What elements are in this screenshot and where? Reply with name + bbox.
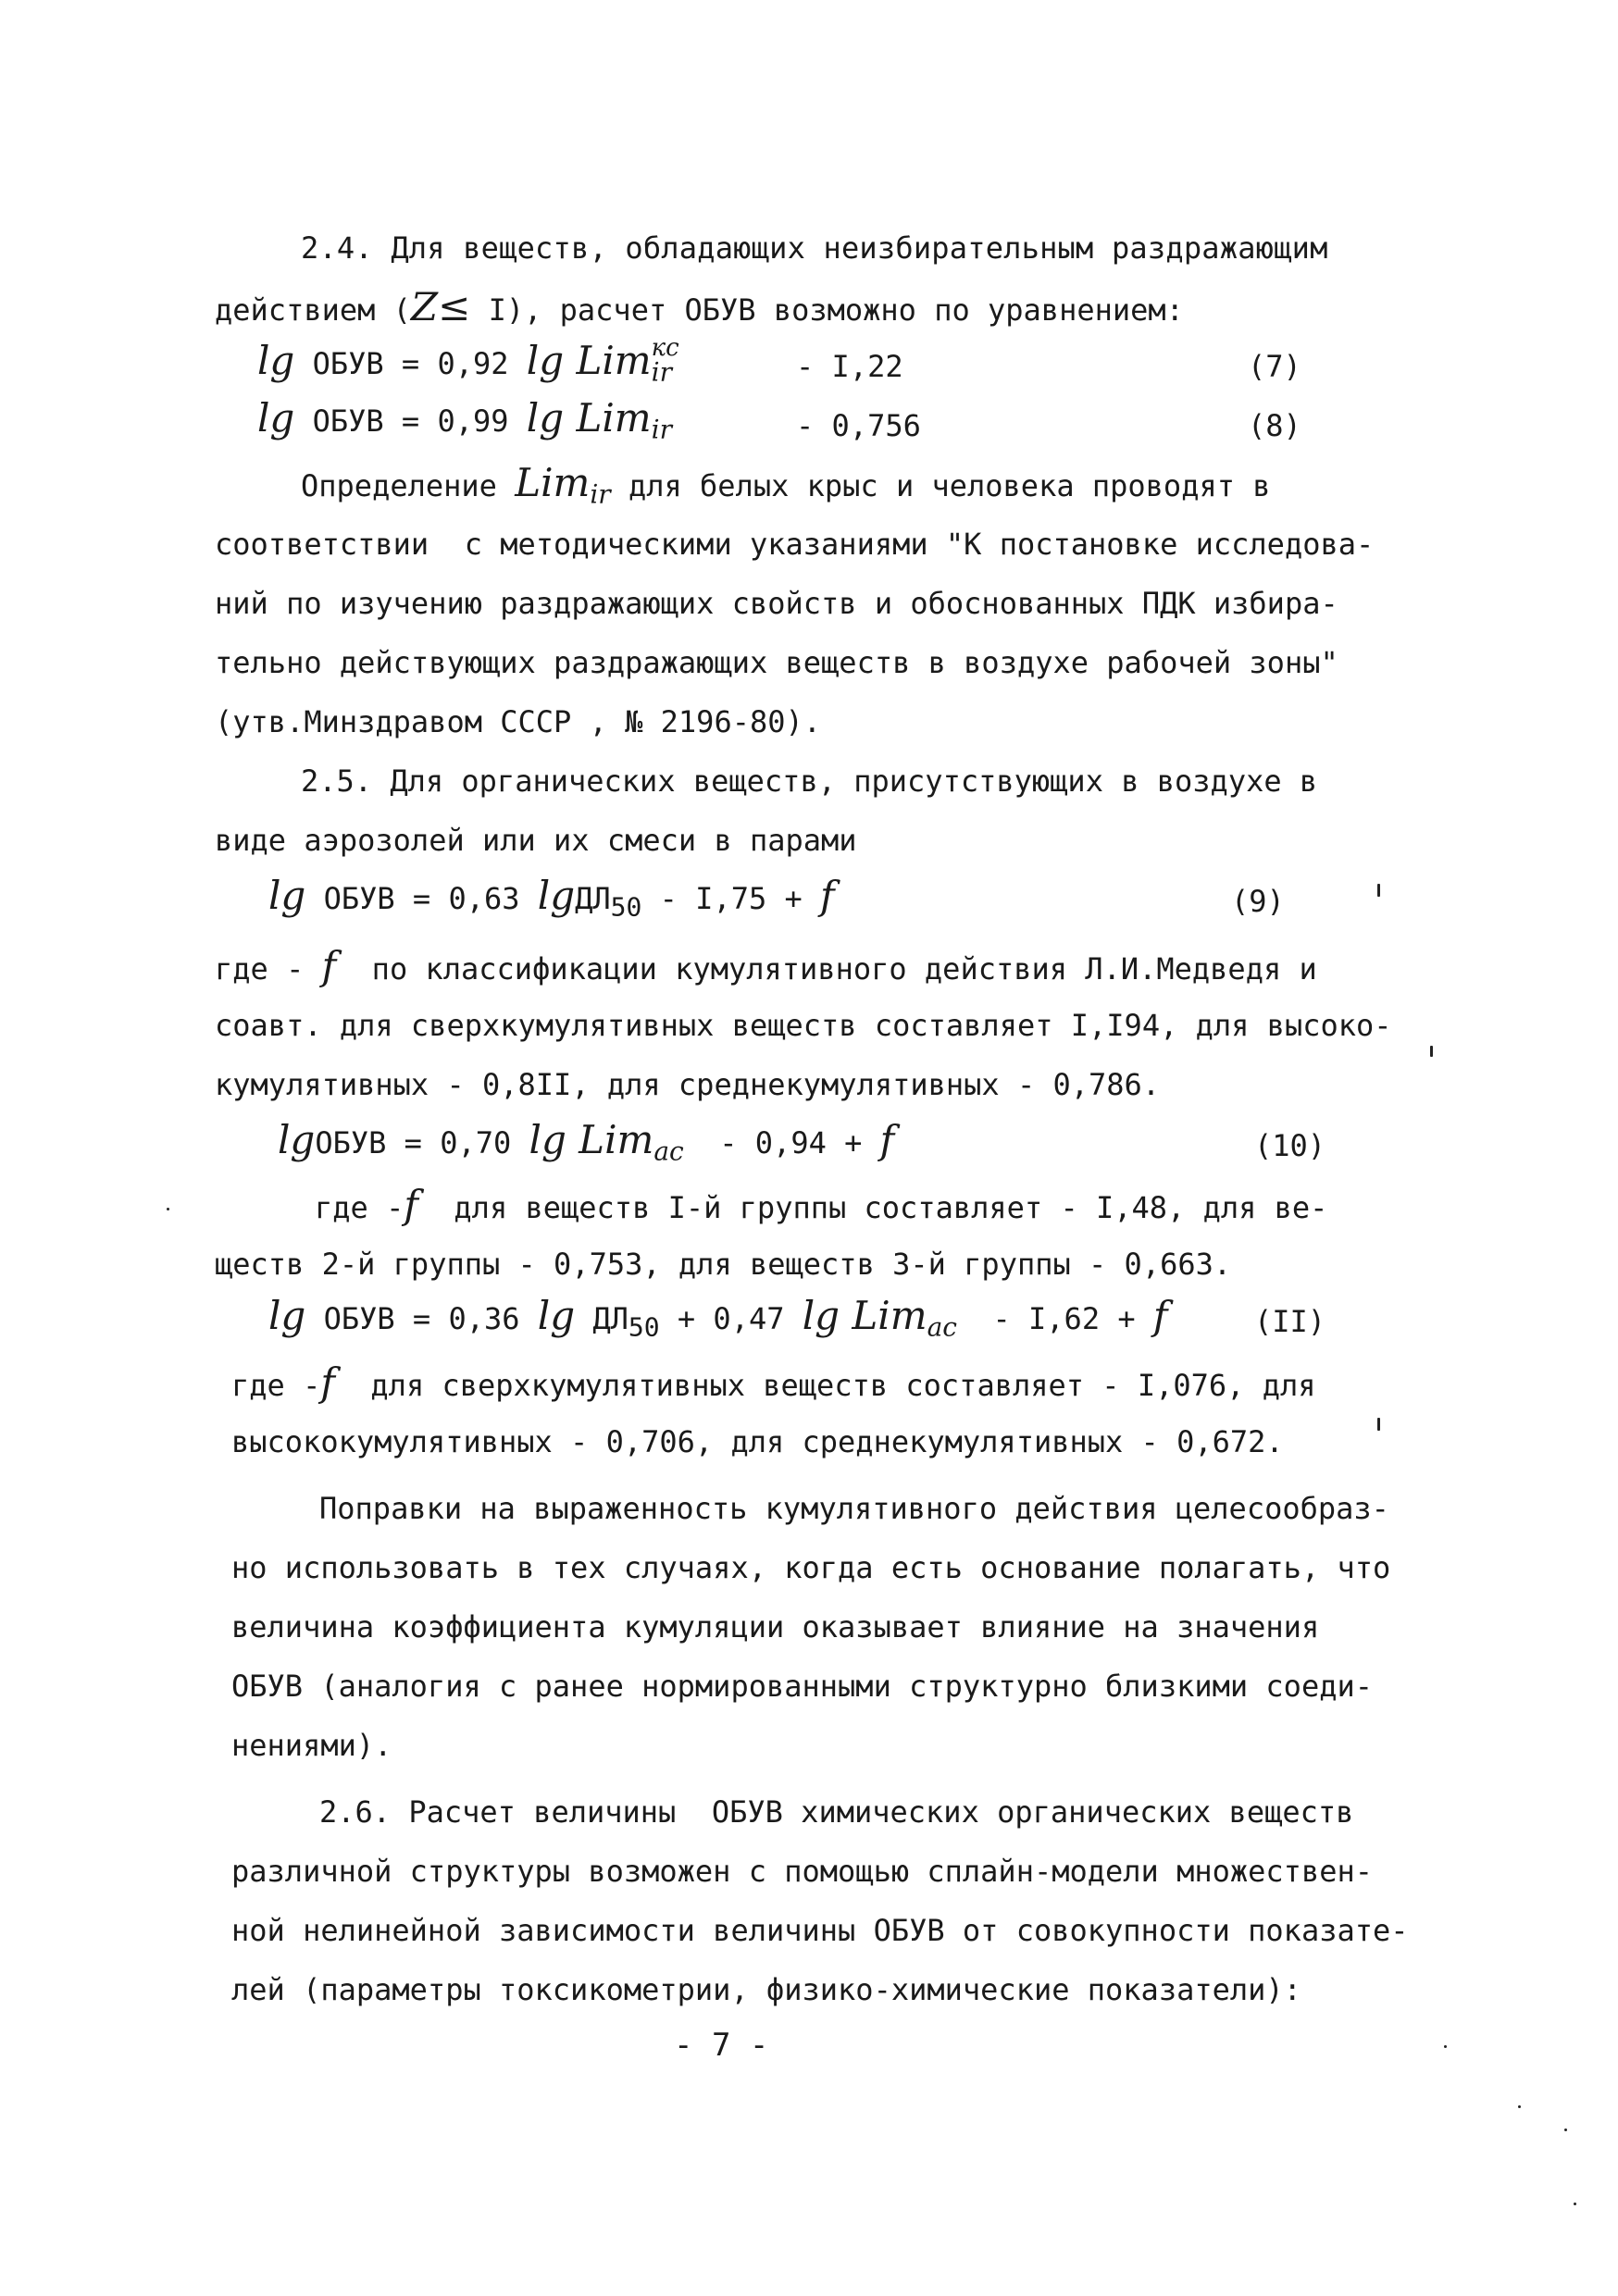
handwritten-f: f: [1152, 1293, 1168, 1338]
text-fragment: по классификации кумулятивного действия Л.И.Медведя и: [336, 951, 1317, 987]
text-line: [301, 453, 1271, 524]
handwritten-lg: lg: [257, 338, 295, 383]
equation-number: (8): [1248, 408, 1301, 443]
handwritten-lg: lg: [537, 1293, 576, 1338]
text-fragment: для веществ I-й группы составляет - I,48, для ве-: [417, 1190, 1328, 1225]
scan-speck: [1377, 884, 1380, 897]
scan-speck: [1564, 2128, 1567, 2131]
text-line: высококумулятивных - 0,706, для среднекумулятивных - 0,672.: [231, 1424, 1284, 1459]
text-line: но использовать в тех случаях, когда есть основание полагать, что: [231, 1550, 1391, 1585]
equation-text: - I,62 +: [992, 1301, 1136, 1336]
text-fragment: I), расчет ОБУВ возможно по уравнением:: [470, 292, 1184, 328]
page-number: - 7 -: [674, 2027, 769, 2064]
text-line: (утв.Минздравом СССР , № 2196-80).: [215, 704, 822, 739]
subscript: ir: [651, 356, 672, 388]
handwritten-f: f: [879, 1117, 895, 1162]
equation-text: ДЛ: [592, 1301, 629, 1336]
text-line: [315, 1175, 1327, 1237]
text-line: величина коэффициента кумуляции оказывает влияние на значения: [231, 1609, 1320, 1644]
text-fragment: где -: [231, 1368, 321, 1403]
text-fragment: где -: [315, 1190, 404, 1225]
equation-8: [257, 389, 672, 459]
text-line: ний по изучению раздражающих свойств и обоснованных ПДК избира-: [215, 586, 1338, 621]
scan-speck: [1574, 2203, 1576, 2205]
handwritten-f: f: [404, 1182, 418, 1227]
subscript: ac: [653, 1136, 684, 1167]
scan-speck: [1518, 2105, 1521, 2108]
text-fragment: для белых крыс и человека проводят в: [610, 468, 1271, 503]
superscript: кс: [651, 334, 679, 362]
text-line: [215, 937, 1317, 999]
handwritten-lim: lg Lim: [526, 395, 652, 441]
text-fragment: где -: [215, 951, 322, 987]
text-fragment: действием (: [215, 292, 411, 328]
handwritten-lim: lg Lim: [529, 1117, 654, 1162]
handwritten-lim: lg Lim: [802, 1293, 927, 1338]
equation-10: [278, 1111, 894, 1181]
equation-number: (II): [1254, 1304, 1326, 1339]
equation-text: - I,75 +: [659, 881, 803, 916]
handwritten-f: f: [820, 873, 835, 918]
equation-9: [268, 866, 835, 937]
text-line: [231, 1353, 1315, 1415]
equation-number: (10): [1254, 1128, 1326, 1163]
handwritten-f: f: [320, 1359, 335, 1405]
equation-text: ДЛ: [575, 881, 611, 916]
scan-speck: [1430, 1046, 1433, 1057]
equation-text: ОБУВ = 0,36: [323, 1301, 520, 1336]
text-line: соавт. для сверхкумулятивных веществ составляет I,I94, для высоко-: [215, 1008, 1392, 1043]
equation-tail: - I,22: [796, 349, 903, 384]
subscript: 50: [628, 1311, 660, 1343]
text-line: 2.5. Для органических веществ, присутствующих в воздухе в: [301, 763, 1318, 799]
equation-number: (7): [1248, 349, 1301, 384]
text-line: ществ 2-й группы - 0,753, для веществ 3-й группы - 0,663.: [215, 1247, 1232, 1282]
handwritten-lg: lg: [278, 1117, 316, 1162]
scan-speck: [1377, 1418, 1380, 1431]
equation-number: (9): [1231, 884, 1285, 919]
handwritten-lg: lg: [268, 873, 306, 918]
subscript: 50: [610, 891, 642, 923]
text-line: [215, 278, 1184, 340]
equation-text: - 0,94 +: [719, 1125, 863, 1160]
text-line: различной структуры возможен с помощью сплайн-модели множествен-: [231, 1854, 1373, 1889]
equation-tail: - 0,756: [796, 408, 921, 443]
text-line: виде аэрозолей или их смеси в парами: [215, 823, 857, 858]
text-line: 2.4. Для веществ, обладающих неизбирательным раздражающим: [301, 230, 1328, 266]
text-line: соответствии с методическими указаниями "К постановке исследова-: [215, 527, 1375, 562]
handwritten-symbol: Z≤: [410, 284, 471, 329]
text-line: 2.6. Расчет величины ОБУВ химических органических веществ: [319, 1794, 1354, 1830]
handwritten-lim: Lim: [515, 460, 591, 505]
handwritten-lg: lg: [257, 395, 295, 441]
subscript: ac: [927, 1311, 957, 1343]
text-line: Поправки на выраженность кумулятивного действия целесообраз-: [319, 1491, 1389, 1526]
subscript: ir: [651, 414, 672, 445]
text-line: тельно действующих раздражающих веществ в воздухе рабочей зоны": [215, 645, 1338, 680]
text-line: ОБУВ (аналогия с ранее нормированными структурно близкими соеди-: [231, 1669, 1373, 1704]
handwritten-f: f: [321, 943, 337, 988]
text-fragment: Определение: [301, 468, 516, 503]
handwritten-lg: lg: [537, 873, 576, 918]
handwritten-lg: lg: [268, 1293, 306, 1338]
equation-11: [268, 1286, 1167, 1357]
text-line: нениями).: [231, 1728, 392, 1763]
handwritten-lim: lg Lim: [526, 338, 652, 383]
text-line: кумулятивных - 0,8II, для среднекумулятивных - 0,786.: [215, 1067, 1161, 1102]
equation-text: ОБУВ = 0,99: [312, 403, 509, 439]
text-line: ной нелинейной зависимости величины ОБУВ от совокупности показате-: [231, 1913, 1409, 1948]
equation-text: ОБУВ = 0,92: [312, 346, 509, 381]
text-fragment: для сверхкумулятивных веществ составляет - I,076, для: [334, 1368, 1316, 1403]
equation-text: ОБУВ = 0,70: [315, 1125, 512, 1160]
scan-speck: [1444, 2045, 1447, 2048]
equation-text: ОБУВ = 0,63: [323, 881, 520, 916]
subscript: ir: [590, 478, 611, 510]
text-line: лей (параметры токсикометрии, физико-химические показатели):: [231, 1972, 1301, 2007]
scan-speck: [167, 1208, 169, 1210]
equation-text: + 0,47: [677, 1301, 785, 1336]
